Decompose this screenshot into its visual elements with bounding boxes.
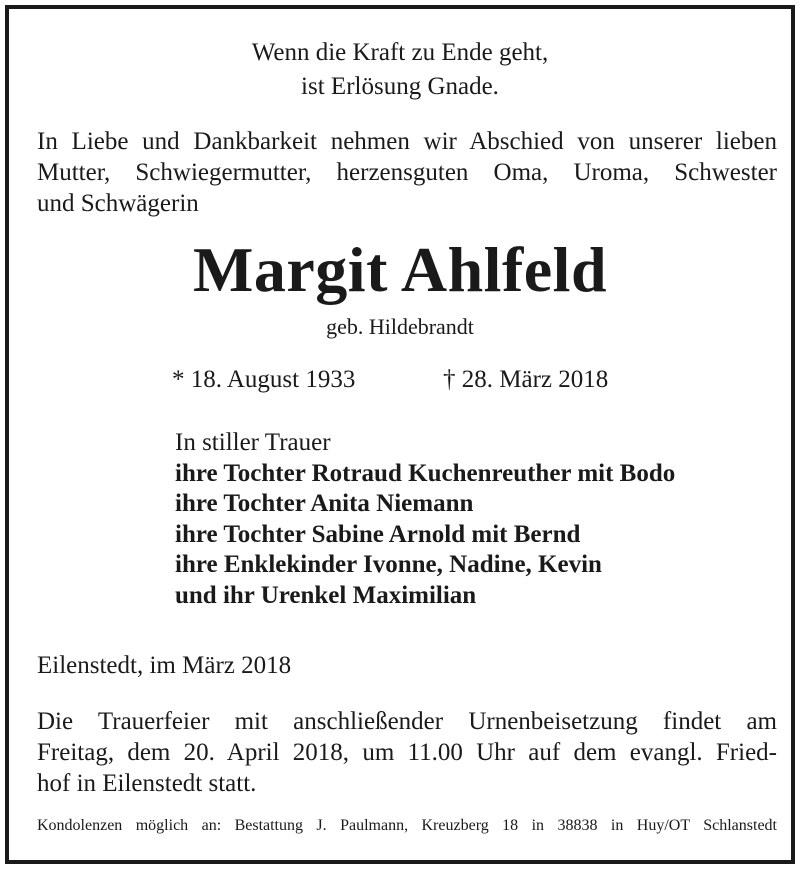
place-and-date: Eilenstedt, im März 2018 bbox=[37, 652, 292, 679]
motto-line-1: Wenn die Kraft zu Ende geht, bbox=[251, 39, 549, 66]
mourner-entry: und ihr Urenkel Maximilian bbox=[175, 581, 477, 609]
intro-line-3: und Schwägerin bbox=[37, 190, 199, 217]
intro-line-2: Mutter, Schwiegermutter, herzensguten Oma, Uroma, Schwester bbox=[37, 159, 777, 186]
obituary-notice bbox=[5, 5, 795, 864]
mourner-entry: ihre Enklekinder Ivonne, Nadine, Kevin bbox=[175, 551, 602, 578]
service-line-3: hof in Eilenstedt statt. bbox=[37, 770, 257, 797]
service-line-1: Die Trauerfeier mit anschließender Urnenbeisetzung findet am bbox=[37, 708, 777, 735]
funeral-service-info bbox=[37, 706, 777, 799]
mourner-entry: ihre Tochter Anita Niemann bbox=[175, 490, 474, 517]
mourner-entry: ihre Tochter Sabine Arnold mit Bernd bbox=[175, 520, 581, 548]
death-date: † 28. März 2018 bbox=[443, 366, 609, 393]
birth-date: * 18. August 1933 bbox=[172, 366, 356, 393]
deceased-name: Margit Ahlfeld bbox=[192, 234, 608, 305]
intro-line-1: In Liebe und Dankbarkeit nehmen wir Abschied von unserer lieben bbox=[37, 128, 777, 155]
mourner-entry: ihre Tochter Rotraud Kuchenreuther mit Bodo bbox=[175, 459, 676, 487]
maiden-name: geb. Hildebrandt bbox=[326, 314, 474, 339]
motto-line-2: ist Erlösung Gnade. bbox=[301, 73, 499, 100]
intro-text bbox=[37, 126, 777, 219]
service-line-2: Freitag, dem 20. April 2018, um 11.00 Uhr auf dem evangl. Fried- bbox=[37, 739, 777, 766]
mourners-list bbox=[175, 428, 775, 611]
mourners-lead: In stiller Trauer bbox=[175, 429, 331, 456]
condolence-note: Kondolenzen möglich an: Bestattung J. Paulmann, Kreuzberg 18 in 38838 in Huy/OT Schlanstedt bbox=[37, 817, 777, 834]
